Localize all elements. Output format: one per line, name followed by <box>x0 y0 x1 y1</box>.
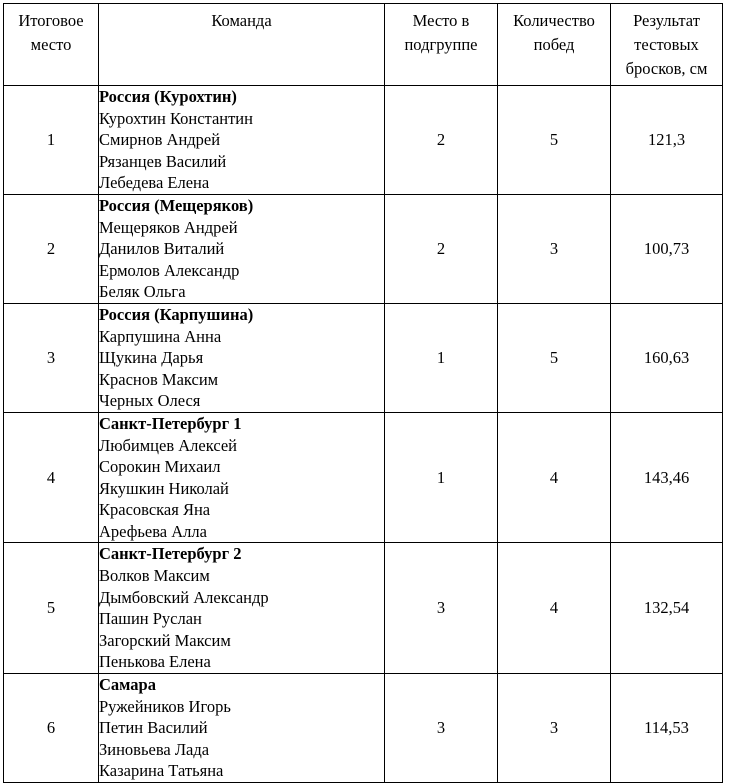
header-test-result: Результат тестовых бросков, см <box>611 4 723 86</box>
subgroup-place-cell: 2 <box>385 86 498 195</box>
team-cell <box>99 412 385 543</box>
final-place-cell: 4 <box>4 412 99 543</box>
team-member: Волков Максим <box>99 566 210 586</box>
subgroup-place-cell: 1 <box>385 412 498 543</box>
results-table <box>3 3 723 783</box>
wins-cell: 5 <box>498 303 611 412</box>
team-member: Ермолов Александр <box>99 260 240 280</box>
team-member: Арефьева Алла <box>99 521 207 541</box>
team-member: Дымбовский Александр <box>99 587 269 607</box>
table-row <box>4 674 723 783</box>
team-member: Лебедева Елена <box>99 173 210 193</box>
subgroup-place-cell: 3 <box>385 674 498 783</box>
table-row <box>4 412 723 543</box>
team-member: Пашин Руслан <box>99 609 202 629</box>
test-result-cell: 160,63 <box>611 303 723 412</box>
header-final-place: Итоговое место <box>4 4 99 86</box>
team-name: Россия (Мещеряков) <box>99 195 254 215</box>
test-result-cell: 143,46 <box>611 412 723 543</box>
team-member: Щукина Дарья <box>99 348 204 368</box>
team-member: Беляк Ольга <box>99 282 186 302</box>
team-name: Россия (Курохтин) <box>99 87 237 106</box>
test-result-cell: 114,53 <box>611 674 723 783</box>
table-row <box>4 303 723 412</box>
header-wins: Количество побед <box>498 4 611 86</box>
team-name: Санкт-Петербург 2 <box>99 544 242 564</box>
team-name: Самара <box>99 675 156 695</box>
team-member: Курохтин Константин <box>99 108 253 128</box>
final-place-cell: 5 <box>4 543 99 674</box>
wins-cell: 5 <box>498 86 611 195</box>
team-member: Мещеряков Андрей <box>99 217 238 237</box>
subgroup-place-cell: 2 <box>385 194 498 303</box>
team-name: Россия (Карпушина) <box>99 304 254 324</box>
wins-cell: 4 <box>498 543 611 674</box>
team-member: Краснов Максим <box>99 369 219 389</box>
team-member: Петин Василий <box>99 718 208 738</box>
team-cell <box>99 86 385 195</box>
team-member: Черных Олеся <box>99 391 201 411</box>
team-member: Карпушина Анна <box>99 326 222 346</box>
team-member: Зиновьева Лада <box>99 739 210 759</box>
team-member: Якушкин Николай <box>99 478 229 498</box>
team-member: Загорский Максим <box>99 630 231 650</box>
team-member: Смирнов Андрей <box>99 130 221 150</box>
final-place-cell: 2 <box>4 194 99 303</box>
team-member: Пенькова Елена <box>99 652 211 672</box>
team-cell <box>99 543 385 674</box>
table-row <box>4 194 723 303</box>
table-row <box>4 86 723 195</box>
team-member: Любимцев Алексей <box>99 435 238 455</box>
wins-cell: 3 <box>498 194 611 303</box>
header-subgroup-place: Место в подгруппе <box>385 4 498 86</box>
team-member: Данилов Виталий <box>99 239 225 259</box>
test-result-cell: 121,3 <box>611 86 723 195</box>
final-place-cell: 6 <box>4 674 99 783</box>
team-member: Казарина Татьяна <box>99 761 224 781</box>
header-team: Команда <box>99 4 385 86</box>
header-row <box>4 4 723 86</box>
team-cell <box>99 303 385 412</box>
subgroup-place-cell: 1 <box>385 303 498 412</box>
final-place-cell: 1 <box>4 86 99 195</box>
table-row <box>4 543 723 674</box>
team-name: Санкт-Петербург 1 <box>99 413 242 433</box>
wins-cell: 4 <box>498 412 611 543</box>
team-cell <box>99 674 385 783</box>
test-result-cell: 100,73 <box>611 194 723 303</box>
wins-cell: 3 <box>498 674 611 783</box>
team-member: Красовская Яна <box>99 500 211 520</box>
team-cell <box>99 194 385 303</box>
team-member: Ружейников Игорь <box>99 696 231 716</box>
final-place-cell: 3 <box>4 303 99 412</box>
team-member: Сорокин Михаил <box>99 457 221 477</box>
team-member: Рязанцев Василий <box>99 151 227 171</box>
test-result-cell: 132,54 <box>611 543 723 674</box>
subgroup-place-cell: 3 <box>385 543 498 674</box>
